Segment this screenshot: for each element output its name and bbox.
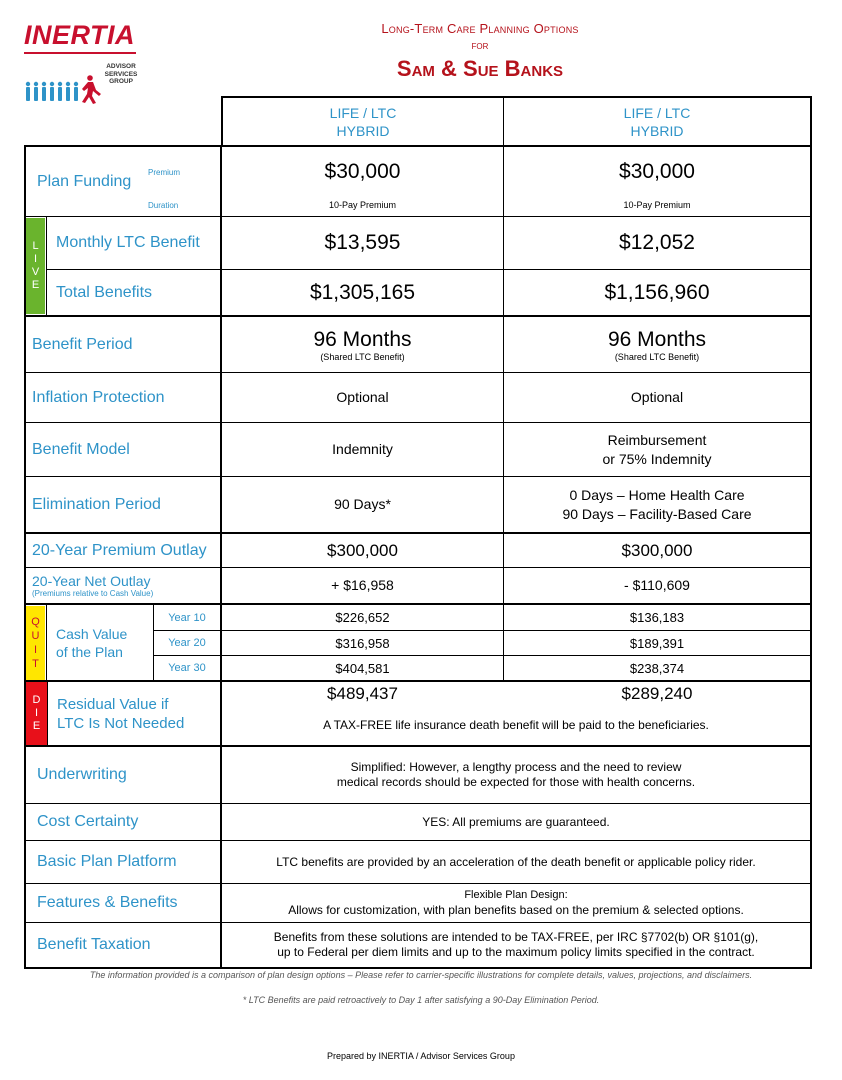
basic-platform-text: LTC benefits are provided by an acceleration of the death benefit or applicable policy rider. xyxy=(276,854,756,869)
benefit-model-line: Reimbursement xyxy=(607,431,707,448)
elimination-line: 0 Days – Home Health Care xyxy=(569,486,745,503)
die-letter: E xyxy=(32,720,41,732)
year-10-label: Year 10 xyxy=(168,611,206,624)
cash-value-y20-1: $316,958 xyxy=(335,635,390,651)
benefit-period-sub: (Shared LTC Benefit) xyxy=(614,351,700,362)
title-for: for xyxy=(471,40,489,52)
residual-value-line: Residual Value if xyxy=(57,695,169,713)
cash-value-line: of the Plan xyxy=(56,643,123,660)
cash-value-y10-1: $226,652 xyxy=(335,610,390,625)
net-outlay-1: + $16,958 xyxy=(331,577,394,593)
column-header-2 xyxy=(504,98,810,145)
cash-value-line: Cash Value xyxy=(56,625,128,642)
client-names: Sam & Sue Banks xyxy=(396,56,564,81)
premium-outlay-2: $300,000 xyxy=(621,540,693,560)
net-outlay-2: - $110,609 xyxy=(624,577,690,593)
live-letter: I xyxy=(33,253,38,265)
benefit-period-sub: (Shared LTC Benefit) xyxy=(320,351,405,362)
residual-value-line: LTC Is Not Needed xyxy=(57,714,185,732)
monthly-ltc-1: $13,595 xyxy=(324,231,401,254)
column-header-line: LIFE / LTC xyxy=(623,104,691,121)
funding-duration-1: 10-Pay Premium xyxy=(328,200,397,210)
live-letter: V xyxy=(31,266,40,278)
premium-sublabel: Premium xyxy=(148,167,181,177)
live-letter: L xyxy=(32,240,39,252)
inflation-1: Optional xyxy=(336,389,389,405)
benefit-model-line: Indemnity xyxy=(332,441,393,457)
cash-value-y20-2: $189,391 xyxy=(629,635,685,651)
die-letter: D xyxy=(32,694,41,706)
total-benefits-label: Total Benefits xyxy=(56,283,153,301)
column-header-line: HYBRID xyxy=(630,122,684,139)
monthly-ltc-2: $12,052 xyxy=(619,231,695,254)
underwriting-label: Underwriting xyxy=(37,766,127,783)
monthly-ltc-label: Monthly LTC Benefit xyxy=(56,234,200,251)
cash-value-y10-2: $136,183 xyxy=(629,610,685,625)
cost-certainty-text: YES: All premiums are guaranteed. xyxy=(422,814,610,829)
features-line: Flexible Plan Design: xyxy=(464,889,568,901)
logo-sub-line: GROUP xyxy=(109,78,133,85)
features-text xyxy=(222,884,810,922)
benefit-period-main: 96 Months xyxy=(607,327,707,351)
total-benefits-1: $1,305,165 xyxy=(309,280,416,304)
premium-outlay-label: 20-Year Premium Outlay xyxy=(32,541,207,559)
elimination-line: 90 Days* xyxy=(334,496,391,512)
inflation-2: Optional xyxy=(630,389,684,405)
cash-value-y30-2: $238,374 xyxy=(629,660,685,676)
taxation-line: up to Federal per diem limits and up to the maximum policy limits specified in the contract. xyxy=(277,945,755,959)
quit-letter: Q xyxy=(31,616,40,628)
duration-sublabel: Duration xyxy=(148,200,179,210)
underwriting-text xyxy=(222,747,810,803)
die-divider xyxy=(47,682,48,746)
logo-subtitle xyxy=(104,63,138,86)
people-figures-icon xyxy=(22,58,104,108)
page-title: Long-Term Care Planning Options xyxy=(381,21,579,36)
quit-letter: I xyxy=(33,644,38,656)
plan-funding-label: Plan Funding xyxy=(37,173,132,190)
elimination-footnote: * LTC Benefits are paid retroactively to Day 1 after satisfying a 90-Day Elimination Period. xyxy=(242,995,600,1005)
logo-underline xyxy=(24,52,136,54)
cash-value-label xyxy=(56,605,152,680)
funding-amount-2: $30,000 xyxy=(619,160,695,183)
company-logo xyxy=(22,20,142,100)
benefit-model-line: or 75% Indemnity xyxy=(602,450,712,467)
net-outlay-label xyxy=(32,568,220,603)
benefit-period-main: 96 Months xyxy=(313,327,412,351)
residual-value-label xyxy=(57,682,220,745)
residual-value-2: $289,240 xyxy=(621,684,693,703)
taxation-line: Benefits from these solutions are intended to be TAX-FREE, per IRC §7702(b) OR §101(g), xyxy=(273,930,759,944)
elimination-1 xyxy=(222,477,503,532)
underwriting-line: Simplified: However, a lengthy process and the need to review xyxy=(350,760,682,774)
elimination-2 xyxy=(504,477,810,532)
year-20-label: Year 20 xyxy=(168,637,206,649)
logo-sub-line: SERVICES xyxy=(104,70,138,78)
benefit-period-label: Benefit Period xyxy=(32,335,133,353)
taxation-text xyxy=(222,923,810,967)
benefit-model-2 xyxy=(504,423,810,476)
prepared-by: Prepared by INERTIA / Advisor Services Group xyxy=(327,1051,515,1061)
live-letter: E xyxy=(31,279,40,291)
funding-amount-1: $30,000 xyxy=(324,160,401,183)
quit-letter: U xyxy=(31,630,40,642)
benefit-period-1 xyxy=(222,317,503,372)
benefit-period-2 xyxy=(504,317,810,372)
premium-outlay-1: $300,000 xyxy=(327,540,398,560)
quit-divider xyxy=(46,605,47,682)
features-line: Allows for customization, with plan benefits based on the premium & selected options. xyxy=(288,903,744,917)
underwriting-line: medical records should be expected for those with health concerns. xyxy=(336,775,696,789)
live-divider xyxy=(46,216,47,316)
total-benefits-2: $1,156,960 xyxy=(604,280,710,304)
inflation-label: Inflation Protection xyxy=(32,388,165,406)
death-benefit-note: A TAX-FREE life insurance death benefit will be paid to the beneficiaries. xyxy=(323,718,709,732)
elimination-label: Elimination Period xyxy=(32,495,161,513)
basic-platform-label: Basic Plan Platform xyxy=(37,853,177,870)
features-label: Features & Benefits xyxy=(37,894,178,911)
year-30-label: Year 30 xyxy=(168,662,206,674)
column-header-line: HYBRID xyxy=(336,122,390,139)
net-outlay-sublabel: (Premiums relative to Cash Value) xyxy=(32,589,154,598)
die-letter: I xyxy=(34,707,39,719)
cost-certainty-label: Cost Certainty xyxy=(37,813,139,830)
elimination-line: 90 Days – Facility-Based Care xyxy=(562,505,752,522)
column-header-1 xyxy=(223,98,503,145)
residual-value-1: $489,437 xyxy=(327,684,398,703)
logo-sub-line: ADVISOR xyxy=(106,63,136,70)
net-outlay-title: 20-Year Net Outlay xyxy=(32,573,151,589)
disclaimer: The information provided is a comparison of plan design options – Please refer to carrier-specific illustrations for complete details, values, projections, and disclaimers. xyxy=(89,970,753,980)
logo-wordmark: INERTIA xyxy=(24,20,136,50)
benefit-model-1 xyxy=(222,423,503,476)
quit-letter: T xyxy=(32,658,39,670)
column-header-line: LIFE / LTC xyxy=(329,104,397,121)
taxation-label: Benefit Taxation xyxy=(37,936,151,953)
benefit-model-label: Benefit Model xyxy=(32,440,130,458)
funding-duration-2: 10-Pay Premium xyxy=(623,200,691,210)
cash-value-y30-1: $404,581 xyxy=(335,660,390,676)
